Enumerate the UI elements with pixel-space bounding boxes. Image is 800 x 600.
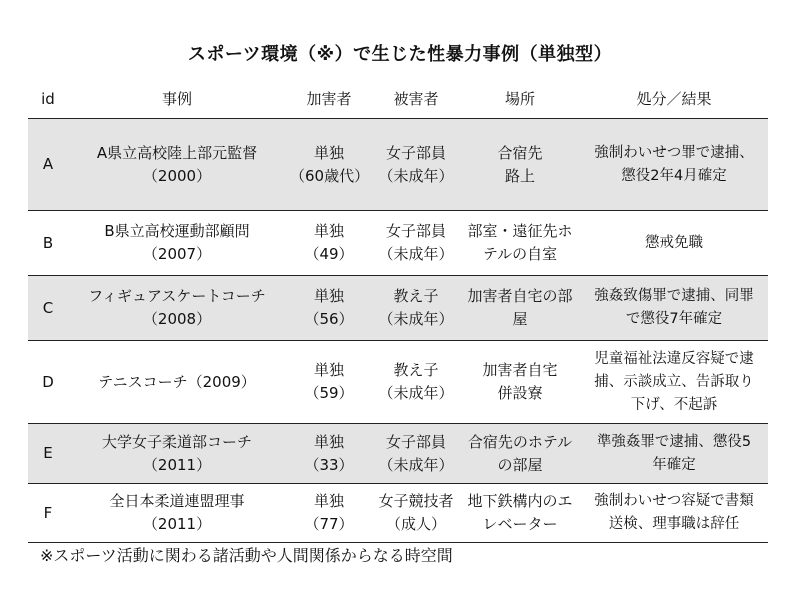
cell-place: 部室・遠征先ホ テルの自室: [460, 211, 580, 276]
cell-perpetrator: 単独 （77）: [286, 484, 372, 543]
cell-victim: 女子競技者 （成人）: [372, 484, 460, 543]
table-row: [28, 211, 768, 276]
cell-perpetrator: 単独 （60歳代）: [286, 119, 372, 211]
cell-id: C: [28, 276, 68, 341]
cell-case: 全日本柔道連盟理事 （2011）: [68, 484, 286, 543]
column-header-id: id: [28, 80, 68, 119]
cell-result: 強制わいせつ罪で逮捕、 懲役2年4月確定: [580, 119, 768, 211]
column-header-place: 場所: [460, 80, 580, 119]
cell-case: 大学女子柔道部コーチ （2011）: [68, 424, 286, 484]
cell-victim: 女子部員 （未成年）: [372, 119, 460, 211]
cell-result: 強姦致傷罪で逮捕、同罪 で懲役7年確定: [580, 276, 768, 341]
cell-result: 懲戒免職: [580, 211, 768, 276]
cell-perpetrator: 単独 （59）: [286, 341, 372, 424]
cell-victim: 女子部員 （未成年）: [372, 211, 460, 276]
table-row: [28, 276, 768, 341]
table-row: [28, 424, 768, 484]
cell-id: A: [28, 119, 68, 211]
cell-id: B: [28, 211, 68, 276]
cell-id: E: [28, 424, 68, 484]
cell-perpetrator: 単独 （33）: [286, 424, 372, 484]
cell-id: D: [28, 341, 68, 424]
table-row: [28, 341, 768, 424]
column-header-perpetrator: 加害者: [286, 80, 372, 119]
cell-result: 強制わいせつ容疑で書類 送検、理事職は辞任: [580, 484, 768, 543]
column-header-case: 事例: [68, 80, 286, 119]
cell-perpetrator: 単独 （49）: [286, 211, 372, 276]
cell-result: 児童福祉法違反容疑で逮 捕、示談成立、告訴取り 下げ、不起訴: [580, 341, 768, 424]
cell-place: 合宿先 路上: [460, 119, 580, 211]
cell-perpetrator: 単独 （56）: [286, 276, 372, 341]
cell-place: 地下鉄構内のエ レベーター: [460, 484, 580, 543]
cell-place: 加害者自宅 併設寮: [460, 341, 580, 424]
case-table: [28, 80, 768, 543]
column-header-victim: 被害者: [372, 80, 460, 119]
cell-victim: 教え子 （未成年）: [372, 341, 460, 424]
cell-place: 合宿先のホテル の部屋: [460, 424, 580, 484]
footnote: ※スポーツ活動に関わる諸活動や人間関係からなる時空間: [40, 546, 453, 565]
table-row: [28, 484, 768, 543]
column-header-result: 処分／結果: [580, 80, 768, 119]
cell-case: B県立高校運動部顧問 （2007）: [68, 211, 286, 276]
cell-case: フィギュアスケートコーチ （2008）: [68, 276, 286, 341]
cell-victim: 女子部員 （未成年）: [372, 424, 460, 484]
cell-place: 加害者自宅の部 屋: [460, 276, 580, 341]
cell-result: 準強姦罪で逮捕、懲役5 年確定: [580, 424, 768, 484]
cell-id: F: [28, 484, 68, 543]
cell-case: テニスコーチ（2009）: [68, 341, 286, 424]
cell-victim: 教え子 （未成年）: [372, 276, 460, 341]
cell-case: A県立高校陸上部元監督 （2000）: [68, 119, 286, 211]
table-header-row: [28, 80, 768, 119]
table-row: [28, 119, 768, 211]
page-title: スポーツ環境（※）で生じた性暴力事例（単独型）: [187, 44, 613, 65]
